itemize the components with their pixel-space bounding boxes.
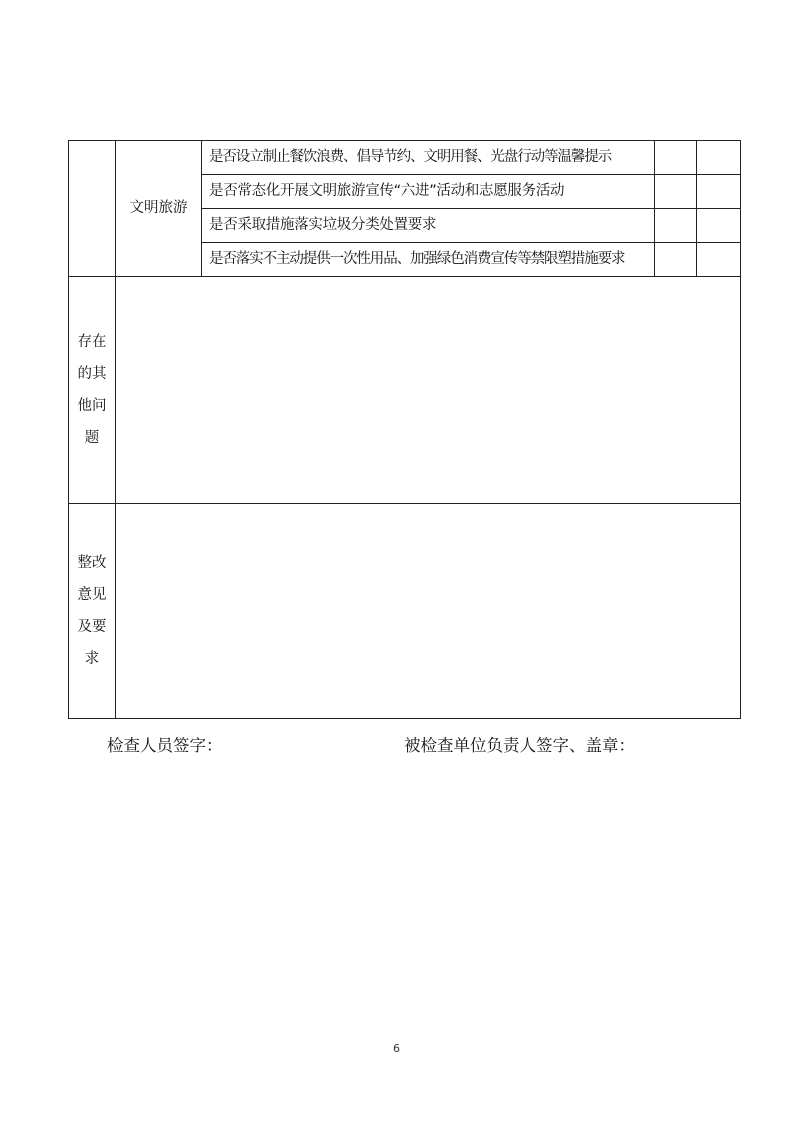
blank-cell bbox=[69, 141, 116, 277]
page-number: 6 bbox=[393, 1042, 400, 1055]
rectification-label: 整改意见及要求 bbox=[77, 555, 107, 667]
category-cell bbox=[116, 141, 202, 277]
other-issues-label: 存在的其他问题 bbox=[77, 334, 107, 446]
check-box-cell[interactable] bbox=[697, 209, 741, 243]
rectification-label-cell bbox=[69, 504, 116, 719]
inspection-table bbox=[68, 140, 741, 719]
check-box-cell[interactable] bbox=[655, 209, 697, 243]
check-item: 是否采取措施落实垃圾分类处置要求 bbox=[202, 209, 655, 243]
other-issues-field[interactable] bbox=[116, 277, 741, 504]
check-box-cell[interactable] bbox=[655, 141, 697, 175]
category-label: 文明旅游 bbox=[129, 199, 188, 216]
check-box-cell[interactable] bbox=[697, 175, 741, 209]
check-item: 是否设立制止餐饮浪费、倡导节约、文明用餐、光盘行动等温馨提示 bbox=[202, 141, 655, 175]
table-row bbox=[69, 141, 741, 175]
check-box-cell[interactable] bbox=[655, 243, 697, 277]
table-row bbox=[69, 504, 741, 719]
inspector-signature-label: 检查人员签字： bbox=[107, 736, 223, 755]
rectification-field[interactable] bbox=[116, 504, 741, 719]
signature-row bbox=[0, 732, 793, 756]
check-item: 是否常态化开展文明旅游宣传“六进”活动和志愿服务活动 bbox=[202, 175, 655, 209]
check-box-cell[interactable] bbox=[697, 141, 741, 175]
unit-head-signature-label: 被检查单位负责人签字、盖章： bbox=[404, 736, 635, 755]
check-item: 是否落实不主动提供一次性用品、加强绿色消费宣传等禁限塑措施要求 bbox=[202, 243, 655, 277]
check-box-cell[interactable] bbox=[655, 175, 697, 209]
other-issues-label-cell bbox=[69, 277, 116, 504]
table-row bbox=[69, 277, 741, 504]
check-box-cell[interactable] bbox=[697, 243, 741, 277]
